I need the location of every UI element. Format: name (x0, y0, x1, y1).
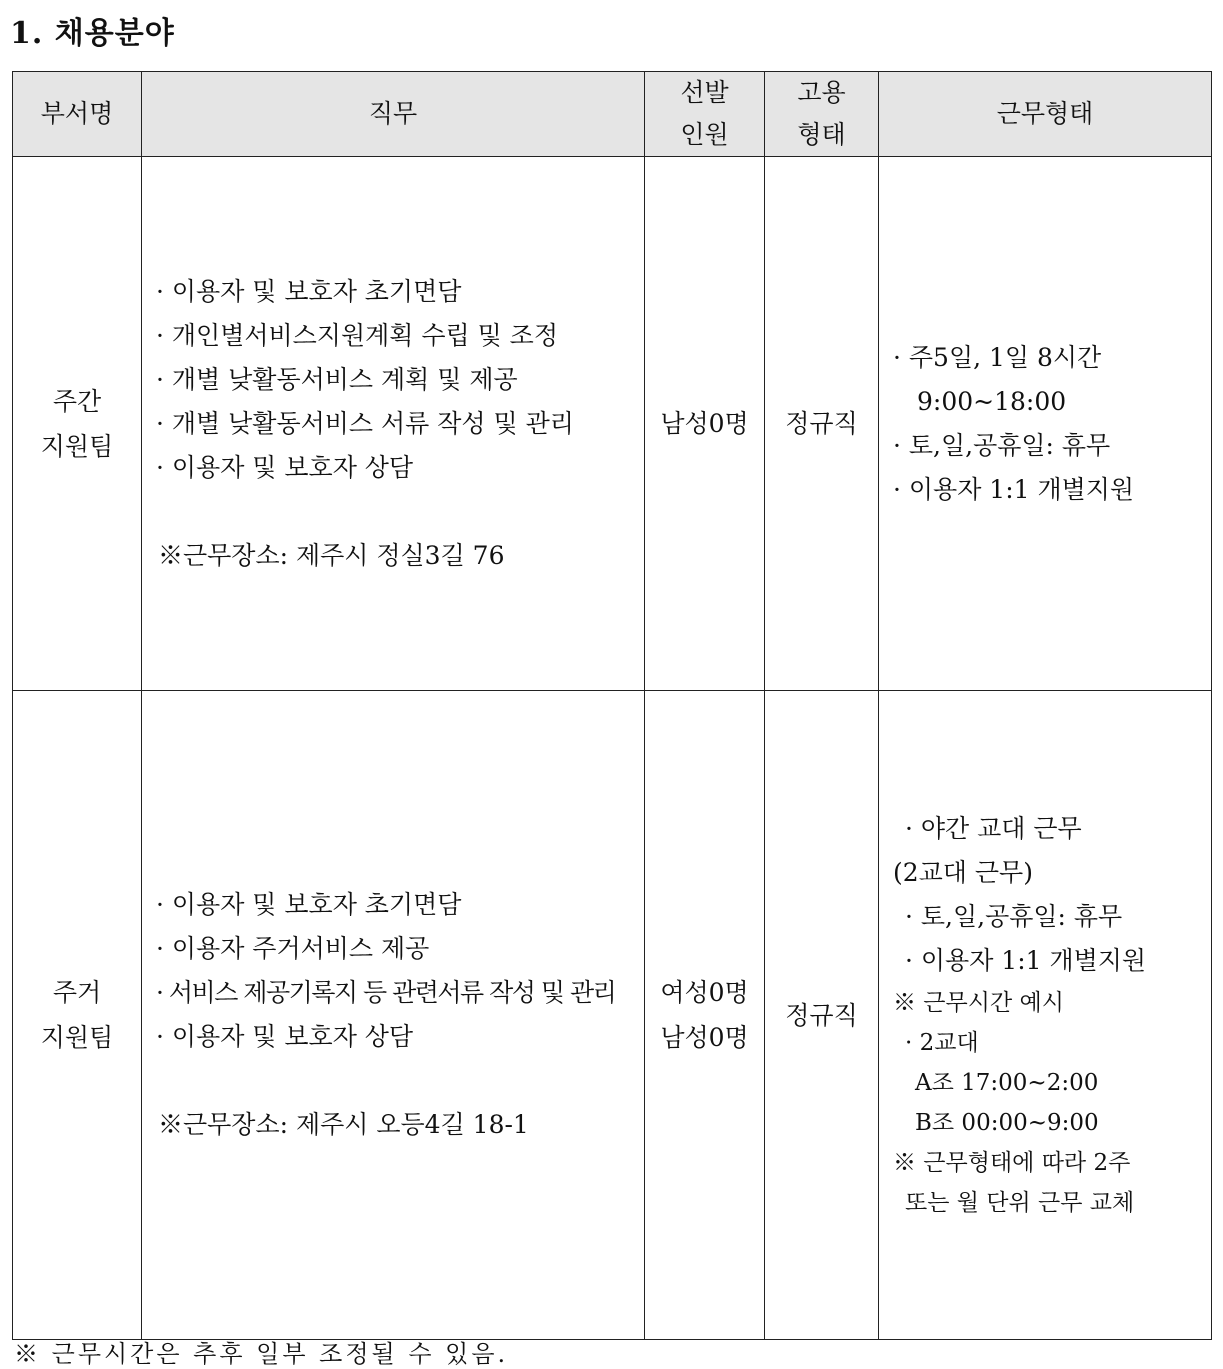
work-item: ※ 근무형태에 따라 2주 (893, 1150, 1131, 1176)
duty-cell (142, 157, 645, 691)
duty-item: · 이용자 및 보호자 초기면담 (156, 276, 462, 306)
work-item: 또는 월 단위 근무 교체 (905, 1190, 1135, 1216)
work-item: · 2교대 (905, 1030, 979, 1056)
duty-item: · 개별 낮활동서비스 서류 작성 및 관리 (156, 408, 574, 438)
dept-line1: 주간 (52, 386, 102, 416)
duty-item: · 이용자 및 보호자 상담 (156, 452, 414, 482)
work-item: A조 17:00~2:00 (915, 1070, 1099, 1096)
dept-line1: 주거 (52, 978, 102, 1007)
duty-item: · 개인별서비스지원계획 수립 및 조정 (156, 320, 558, 350)
header-employment-line2: 형태 (797, 120, 846, 149)
duty-item: · 이용자 및 보호자 상담 (156, 1022, 414, 1051)
header-selection-line2: 인원 (680, 120, 729, 149)
table-row (13, 691, 1212, 1340)
footnote: ※ 근무시간은 추후 일부 조정될 수 있음. (14, 1340, 509, 1368)
employment-type: 정규직 (785, 1000, 858, 1030)
work-location: ※근무장소: 제주시 오등4길 18-1 (158, 1110, 529, 1139)
work-item: · 토,일,공휴일: 휴무 (893, 430, 1111, 460)
table-row (13, 157, 1212, 691)
recruitment-table (12, 71, 1212, 1340)
dept-line2: 지원팀 (40, 1023, 114, 1052)
selection-cell (645, 691, 765, 1340)
header-work-type: 근무형태 (879, 72, 1212, 157)
duty-item: · 이용자 및 보호자 초기면담 (156, 890, 462, 919)
table-header-row (13, 72, 1212, 157)
duty-item: · 개별 낮활동서비스 계획 및 제공 (156, 364, 518, 394)
work-location: ※근무장소: 제주시 정실3길 76 (158, 540, 505, 570)
work-item: (2교대 근무) (893, 858, 1033, 887)
dept-cell (13, 157, 142, 691)
header-selection-line1: 선발 (680, 78, 729, 107)
work-item: ※ 근무시간 예시 (893, 990, 1064, 1016)
employment-type: 정규직 (785, 409, 858, 438)
selection-cell (645, 157, 765, 691)
duty-item: · 서비스 제공기록지 등 관련서류 작성 및 관리 (156, 978, 616, 1007)
dept-line2: 지원팀 (40, 431, 114, 461)
work-item: · 야간 교대 근무 (905, 814, 1082, 843)
employment-cell (765, 691, 879, 1340)
header-selection (645, 72, 765, 157)
work-type-cell (879, 157, 1212, 691)
duty-cell (142, 691, 645, 1340)
work-item: · 토,일,공휴일: 휴무 (905, 902, 1123, 931)
work-item: B조 00:00~9:00 (915, 1110, 1099, 1136)
duty-item: · 이용자 주거서비스 제공 (156, 934, 430, 963)
header-employment (765, 72, 879, 157)
work-item: · 이용자 1:1 개별지원 (905, 946, 1147, 975)
selection-line1: 남성0명 (660, 409, 749, 438)
work-type-cell (879, 691, 1212, 1340)
work-item: 9:00~18:00 (917, 386, 1067, 416)
header-employment-line1: 고용 (797, 78, 846, 107)
work-item: · 주5일, 1일 8시간 (893, 342, 1102, 372)
work-item: · 이용자 1:1 개별지원 (893, 474, 1135, 504)
header-dept: 부서명 (13, 72, 142, 157)
header-duty: 직무 (142, 72, 645, 157)
section-heading: 1. 채용분야 (10, 16, 175, 51)
selection-line2: 남성0명 (660, 1023, 749, 1052)
employment-cell (765, 157, 879, 691)
dept-cell (13, 691, 142, 1340)
selection-line1: 여성0명 (660, 978, 749, 1007)
